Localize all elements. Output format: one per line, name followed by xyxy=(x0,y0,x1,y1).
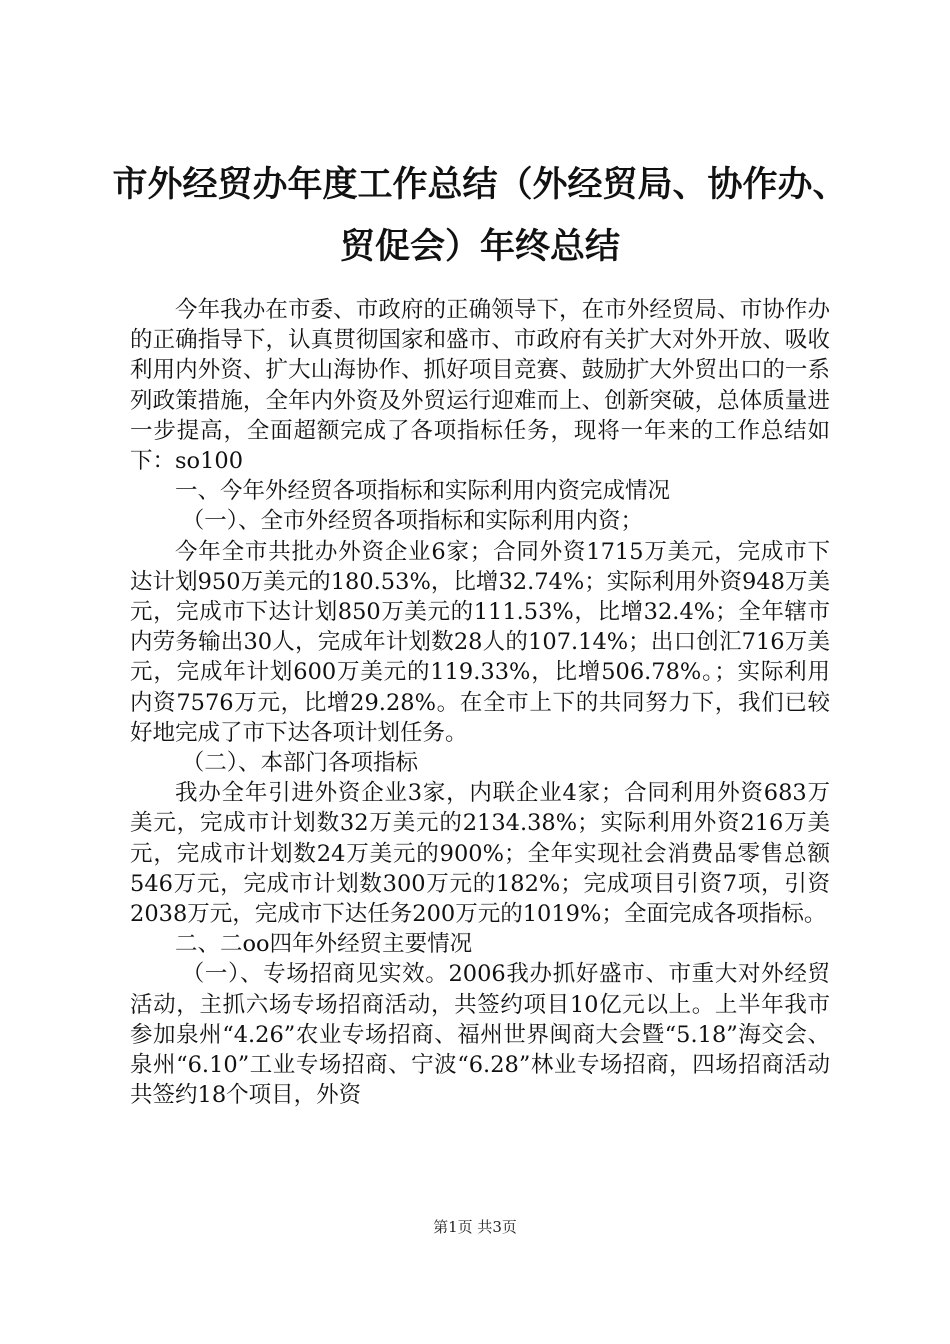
subsection-heading-1-1: （一）、全市外经贸各项指标和实际利用内资； xyxy=(181,508,644,535)
paragraph-investment-events: （一）、专场招商见实效。2006我办抓好盛市、市重大对外经贸活动，主抓六场专场招商活动，共签约项目10亿元以上。上半年我市参加泉州“4.26”农业专场招商、福州世界闽商大会暨“5.18”海交会、泉州“6.10”工业专场招商、宁波“6.28”林业专场招商，四场招商活动共签约18个项目，外资 xyxy=(130,961,830,1109)
section-heading-2: 二、二oo四年外经贸主要情况 xyxy=(175,931,473,958)
document-title-line-1: 市外经贸办年度工作总结（外经贸局、协作办、 xyxy=(112,164,848,205)
document-title-line-2: 贸促会）年终总结 xyxy=(339,226,620,267)
paragraph-intro: 今年我办在市委、市政府的正确领导下，在市外经贸局、市协作办的正确指导下，认真贯彻国家和盛市、市政府有关扩大对外开放、吸收利用内外资、扩大山海协作、抓好项目竞赛、鼓励扩大外贸出口的一系列政策措施，全年内外资及外贸运行迎难而上、创新突破，总体质量进一步提高，全面超额完成了各项指标任务，现将一年来的工作总结如下：so100 xyxy=(130,297,830,475)
subsection-heading-1-2: （二）、本部门各项指标 xyxy=(181,750,419,777)
section-heading-1: 一、今年外经贸各项指标和实际利用内资完成情况 xyxy=(175,478,671,505)
paragraph-department-indicators: 我办全年引进外资企业3家，内联企业4家；合同利用外资683万美元，完成市计划数32万美元的2134.38%；实际利用外资216万美元，完成市计划数24万美元的900%；全年实现社会消费品零售总额546万元，完成市计划数300万元的182%；完成项目引资7项，引资2038万元，完成市下达任务200万元的1019%；全面完成各项指标。 xyxy=(130,780,830,928)
paragraph-city-indicators: 今年全市共批办外资企业6家；合同外资1715万美元，完成市下达计划950万美元的180.53%，比增32.74%；实际利用外资948万美元，完成市下达计划850万美元的111.53%，比增32.4%；全年辖市内劳务输出30人，完成年计划数28人的107.14%；出口创汇716万美元，完成年计划600万美元的119.33%，比增506.78%。；实际利用内资7576万元，比增29.28%。在全市上下的共同努力下，我们已较好地完成了市下达各项计划任务。 xyxy=(130,538,830,746)
document-body xyxy=(130,295,830,1110)
page-footer: 第1页 共3页 xyxy=(433,1218,517,1236)
